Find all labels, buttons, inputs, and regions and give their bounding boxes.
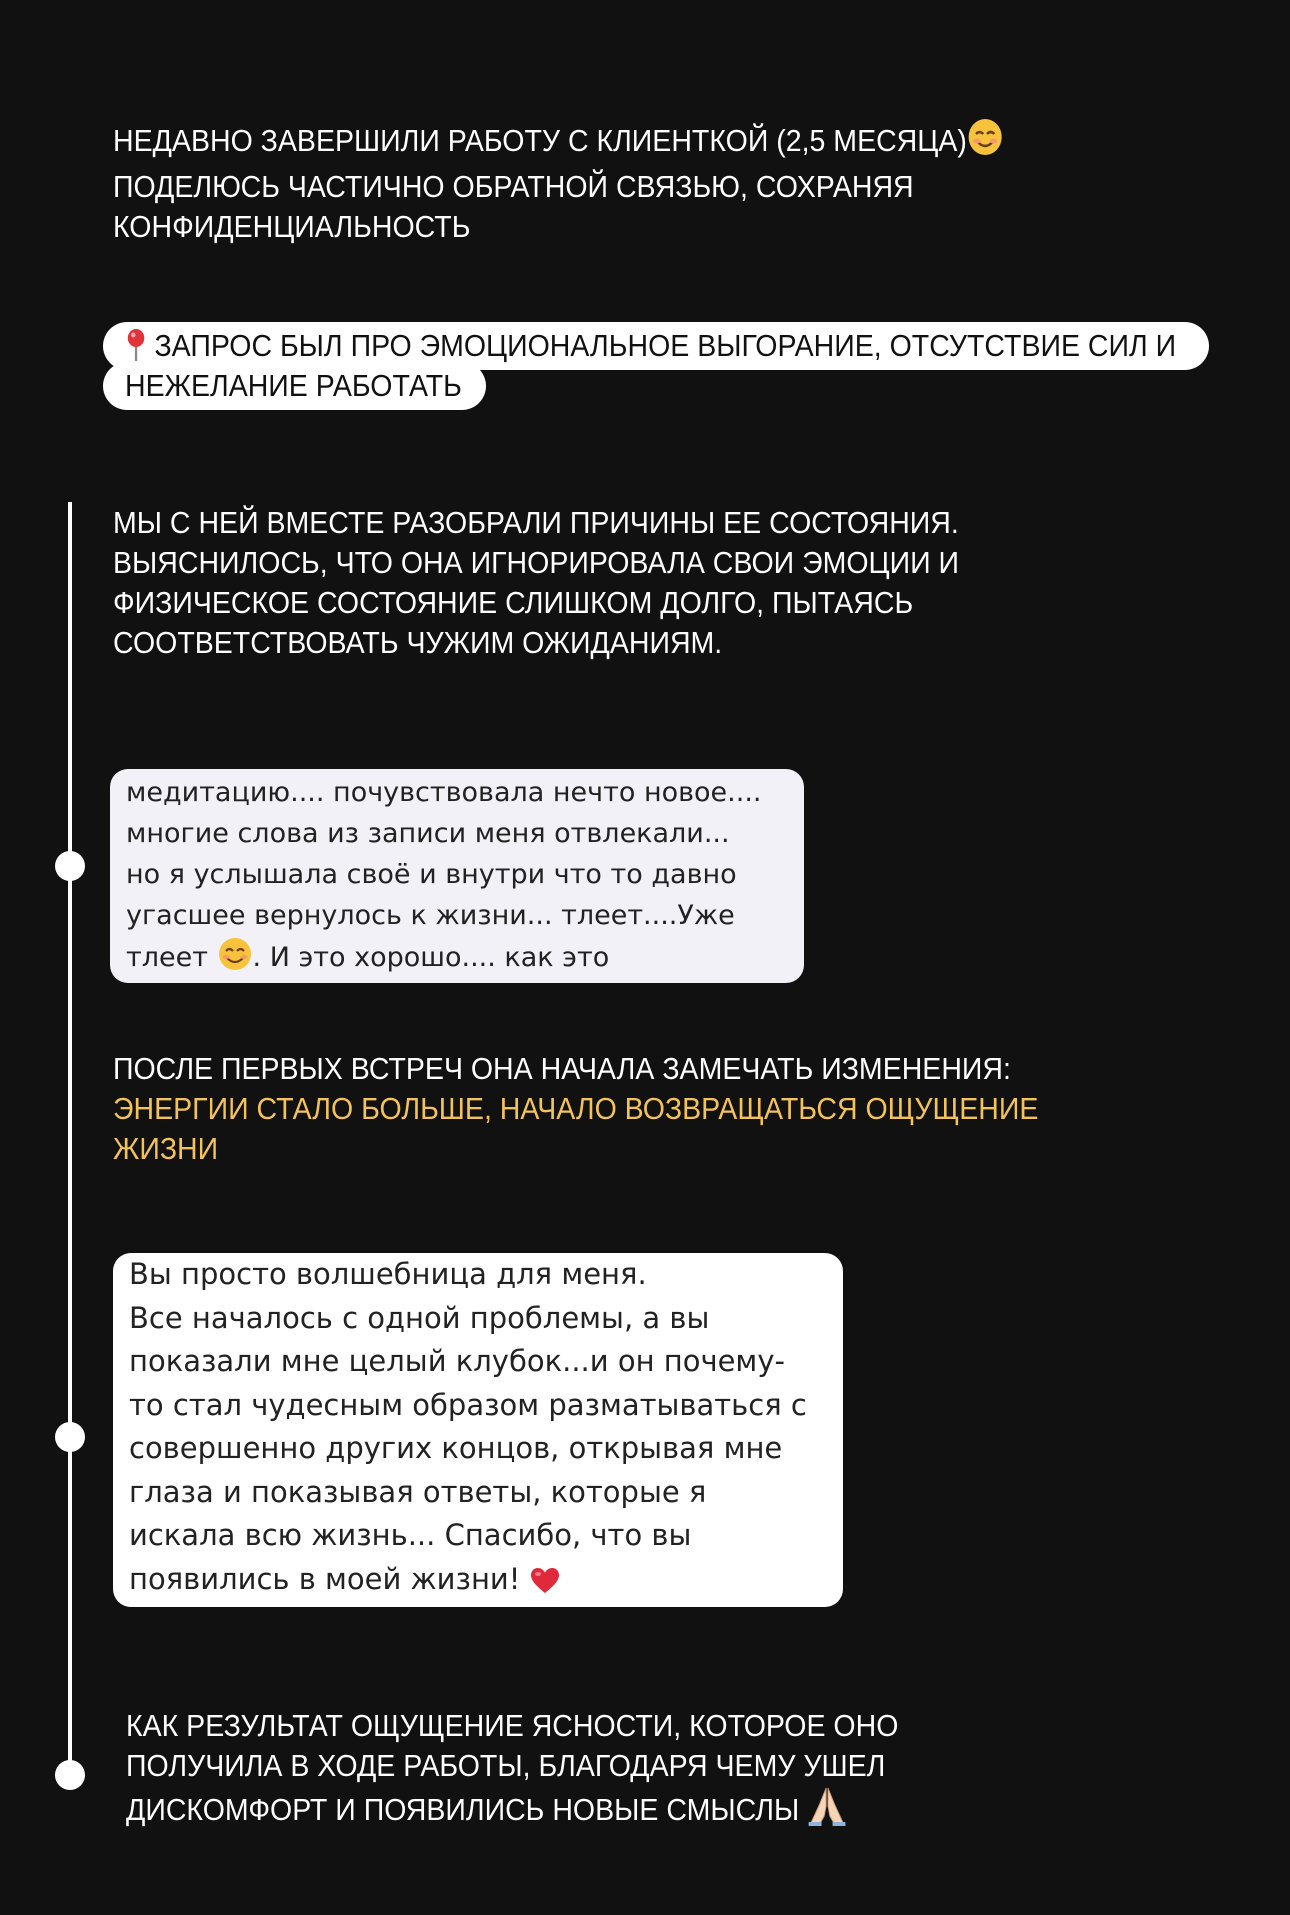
folded-hands-icon [807, 1786, 847, 1836]
chat2-line-4: то стал чудесным образом разматываться с [129, 1387, 807, 1422]
chat1-line-3: но я услышала своё и внутри что то давно [126, 859, 737, 890]
intro-line-2: ПОДЕЛЮСЬ ЧАСТИЧНО ОБРАТНОЙ СВЯЗЬЮ, СОХРАНЯЯ [113, 169, 914, 204]
chat-message-screenshot-2 [113, 1253, 843, 1607]
chat1-line-4: угасшее вернулось к жизни... тлеет....Уже [126, 900, 735, 931]
chat2-line-3: показали мне целый клубок...и он почему- [129, 1344, 785, 1378]
result-text [126, 1706, 1138, 1836]
result-line-3: ДИСКОМФОРТ И ПОЯВИЛИСЬ НОВЫЕ СМЫСЛЫ [126, 1792, 808, 1827]
intro-line-3: КОНФИДЕНЦИАЛЬНОСТЬ [113, 209, 471, 244]
red-heart-icon [530, 1564, 560, 1608]
round-pushpin-icon [125, 328, 147, 362]
chat2-line-6: глаза и показывая ответы, которые я [129, 1474, 707, 1509]
chat2-line-2: Все началось с одной проблемы, а вы [129, 1300, 710, 1335]
smiling-face-icon [967, 117, 1004, 167]
result-line-1: КАК РЕЗУЛЬТАТ ОЩУЩЕНИЕ ЯСНОСТИ, КОТОРОЕ ОНО [126, 1708, 899, 1743]
causes-line-4: СООТВЕТСТВОВАТЬ ЧУЖИМ ОЖИДАНИЯМ. [113, 625, 723, 660]
chat1-line-5-end: . И это хорошо.... как это [252, 942, 610, 973]
causes-line-2: ВЫЯСНИЛОСЬ, ЧТО ОНА ИГНОРИРОВАЛА СВОИ ЭМОЦИИ И [113, 545, 960, 580]
smiling-face-with-smiling-eyes-icon [217, 936, 253, 984]
result-line-2: ПОЛУЧИЛА В ХОДЕ РАБОТЫ, БЛАГОДАРЯ ЧЕМУ УШЕЛ [126, 1748, 886, 1783]
causes-text [113, 503, 1143, 663]
chat1-line-1: медитацию.... почувствовала нечто новое.... [126, 777, 762, 808]
chat-message-screenshot-1 [110, 769, 804, 983]
intro-line-1: НЕДАВНО ЗАВЕРШИЛИ РАБОТУ С КЛИЕНТКОЙ (2,5 МЕСЯЦА) [113, 123, 967, 158]
chat1-line-2: многие слова из записи меня отвлекали... [126, 818, 730, 849]
chat2-line-1: Вы просто волшебница для меня. [129, 1257, 647, 1291]
chat2-line-7: искала всю жизнь... Спасибо, что вы [129, 1518, 692, 1552]
changes-highlight-line-2: ЖИЗНИ [113, 1131, 219, 1166]
timeline-line [68, 502, 72, 1772]
causes-line-1: МЫ С НЕЙ ВМЕСТЕ РАЗОБРАЛИ ПРИЧИНЫ ЕЕ СОСТОЯНИЯ. [113, 505, 959, 540]
chat2-line-8: появились в моей жизни! [129, 1561, 530, 1596]
timeline-dot [55, 851, 85, 881]
timeline-dot [55, 1422, 85, 1452]
request-line-1: ЗАПРОС БЫЛ ПРО ЭМОЦИОНАЛЬНОЕ ВЫГОРАНИЕ, ОТСУТСТВИЕ СИЛ И [154, 328, 1177, 363]
changes-highlight-line-1: ЭНЕРГИИ СТАЛО БОЛЬШЕ, НАЧАЛО ВОЗВРАЩАТЬСЯ ОЩУЩЕНИЕ [113, 1091, 1039, 1126]
changes-text [113, 1049, 1143, 1169]
timeline-dot [55, 1760, 85, 1790]
chat1-line-5-start: тлеет [126, 942, 217, 973]
causes-line-3: ФИЗИЧЕСКОЕ СОСТОЯНИЕ СЛИШКОМ ДОЛГО, ПЫТАЯСЬ [113, 585, 914, 620]
request-line-2: НЕЖЕЛАНИЕ РАБОТАТЬ [125, 368, 462, 403]
intro-text [113, 117, 1143, 247]
changes-line-1: ПОСЛЕ ПЕРВЫХ ВСТРЕЧ ОНА НАЧАЛА ЗАМЕЧАТЬ ИЗМЕНЕНИЯ: [113, 1051, 1011, 1086]
chat2-line-5: совершенно других концов, открывая мне [129, 1431, 783, 1465]
